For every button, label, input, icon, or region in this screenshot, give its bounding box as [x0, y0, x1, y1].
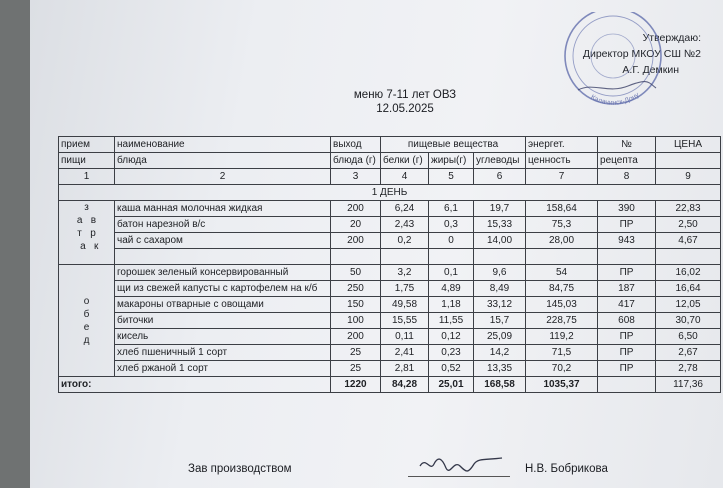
dish-energy: 54	[526, 265, 598, 281]
dish-name: чай с сахаром	[115, 233, 331, 249]
dish-uglevody: 15,7	[474, 313, 526, 329]
dish-name: хлеб пшеничный 1 сорт	[115, 345, 331, 361]
breakfast-letters-4	[61, 240, 112, 253]
dish-energy: 84,75	[526, 281, 598, 297]
dish-belki: 2,81	[381, 361, 429, 377]
dish-vykhod: 50	[331, 265, 381, 281]
menu-date: 12.05.2025	[376, 103, 434, 115]
dish-recipe: ПР	[598, 217, 656, 233]
total-zhiry: 25,01	[429, 377, 474, 393]
dish-vykhod: 250	[331, 281, 381, 297]
dish-energy: 71,5	[526, 345, 598, 361]
breakfast-letter: з	[84, 202, 89, 213]
lunch-letter: о	[83, 295, 90, 307]
breakfast-letter: к	[94, 241, 99, 252]
lunch-letter: е	[83, 321, 90, 333]
table-row	[59, 217, 721, 233]
table-row	[59, 265, 721, 281]
dish-zhiry: 0,12	[429, 329, 474, 345]
meal-label-breakfast	[59, 201, 115, 265]
table-row	[59, 345, 721, 361]
dish-belki: 15,55	[381, 313, 429, 329]
header-price-blank	[656, 153, 721, 169]
dish-name: каша манная молочная жидкая	[115, 201, 331, 217]
dish-price: 30,70	[656, 313, 721, 329]
header-zhiry: жиры(г)	[429, 153, 474, 169]
dish-recipe: 390	[598, 201, 656, 217]
dish-uglevody: 19,7	[474, 201, 526, 217]
total-belki: 84,28	[381, 377, 429, 393]
header-row-1	[59, 137, 721, 153]
dish-vykhod: 200	[331, 201, 381, 217]
header-nutrients: пищевые вещества	[381, 137, 526, 153]
dish-recipe: 187	[598, 281, 656, 297]
header-pishchi: пищи	[59, 153, 115, 169]
breakfast-letter: а	[76, 215, 83, 226]
dish-zhiry: 1,18	[429, 297, 474, 313]
table-row	[59, 201, 721, 217]
dish-vykhod: 200	[331, 329, 381, 345]
dish-name: хлеб ржаной 1 сорт	[115, 361, 331, 377]
menu-document	[30, 0, 723, 488]
dish-belki: 2,41	[381, 345, 429, 361]
col-num-5: 5	[429, 169, 474, 185]
header-name: наименование	[115, 137, 331, 153]
table-row	[59, 233, 721, 249]
dish-name: батон нарезной в/с	[115, 217, 331, 233]
dish-energy: 75,3	[526, 217, 598, 233]
dish-price: 4,67	[656, 233, 721, 249]
dish-energy: 70,2	[526, 361, 598, 377]
meal-label-lunch	[59, 265, 115, 377]
table-row	[59, 361, 721, 377]
dish-energy: 228,75	[526, 313, 598, 329]
approval-name: А.Г. Демкин	[622, 64, 679, 76]
lunch-letter: б	[83, 308, 90, 320]
table-row	[59, 297, 721, 313]
dish-recipe: ПР	[598, 345, 656, 361]
total-vykhod: 1220	[331, 377, 381, 393]
dish-uglevody: 25,09	[474, 329, 526, 345]
dish-uglevody: 14,2	[474, 345, 526, 361]
handwritten-signature	[416, 452, 506, 482]
approval-position: Директор МКОУ СШ №2	[582, 48, 701, 60]
lunch-letter: д	[83, 334, 90, 346]
dish-zhiry: 0,23	[429, 345, 474, 361]
dish-belki: 6,24	[381, 201, 429, 217]
dish-belki: 49,58	[381, 297, 429, 313]
dish-uglevody: 15,33	[474, 217, 526, 233]
header-vykhod-units: блюда (г)	[331, 153, 381, 169]
dish-energy: 119,2	[526, 329, 598, 345]
dish-name: горошек зеленый консервированный	[115, 265, 331, 281]
breakfast-letter: р	[90, 228, 96, 239]
dish-recipe: ПР	[598, 329, 656, 345]
total-row	[59, 377, 721, 393]
col-num-3: 3	[331, 169, 381, 185]
menu-title	[320, 88, 490, 116]
stamp-text: Калачинск-Дону	[589, 91, 641, 107]
dish-vykhod: 100	[331, 313, 381, 329]
dish-belki: 2,43	[381, 217, 429, 233]
dish-name: макароны отварные с овощами	[115, 297, 331, 313]
total-recipe-blank	[598, 377, 656, 393]
dish-price: 2,67	[656, 345, 721, 361]
header-priem: прием	[59, 137, 115, 153]
day-row	[59, 185, 721, 201]
col-num-7: 7	[526, 169, 598, 185]
dish-vykhod: 200	[331, 233, 381, 249]
total-label: итого:	[59, 377, 331, 393]
menu-table	[58, 136, 721, 393]
col-num-4: 4	[381, 169, 429, 185]
breakfast-letter: а	[80, 241, 86, 252]
dish-zhiry: 0,1	[429, 265, 474, 281]
table-row	[59, 329, 721, 345]
dish-price: 2,78	[656, 361, 721, 377]
total-uglevody: 168,58	[474, 377, 526, 393]
breakfast-letter: в	[90, 215, 97, 226]
dish-uglevody: 8,49	[474, 281, 526, 297]
header-recepta: рецепта	[598, 153, 656, 169]
svg-text:Калачинск-Дону	[589, 91, 641, 106]
header-num: №	[598, 137, 656, 153]
dish-zhiry: 0,3	[429, 217, 474, 233]
dish-belki: 1,75	[381, 281, 429, 297]
dish-price: 2,50	[656, 217, 721, 233]
breakfast-letter: т	[77, 228, 82, 239]
header-uglevody: углеводы	[474, 153, 526, 169]
col-num-1: 1	[59, 169, 115, 185]
dish-price: 16,64	[656, 281, 721, 297]
dish-zhiry: 0	[429, 233, 474, 249]
dish-zhiry: 0,52	[429, 361, 474, 377]
dish-recipe: ПР	[598, 265, 656, 281]
table-row	[59, 281, 721, 297]
dish-uglevody: 13,35	[474, 361, 526, 377]
header-price: ЦЕНА	[656, 137, 721, 153]
dish-price: 16,02	[656, 265, 721, 281]
table-row	[59, 313, 721, 329]
menu-title-text: меню 7-11 лет ОВЗ	[353, 89, 457, 101]
col-num-6: 6	[474, 169, 526, 185]
dish-uglevody: 14,00	[474, 233, 526, 249]
header-cennost: ценность	[526, 153, 598, 169]
dish-price: 12,05	[656, 297, 721, 313]
footer-name: Н.В. Бобрикова	[525, 463, 608, 475]
dish-vykhod: 25	[331, 345, 381, 361]
approval-title: Утверждаю:	[642, 32, 701, 44]
table-row-empty	[59, 249, 721, 265]
dish-belki: 0,2	[381, 233, 429, 249]
breakfast-letters-2	[61, 214, 112, 227]
col-num-2: 2	[115, 169, 331, 185]
dish-name: щи из свежей капусты с картофелем на к/б	[115, 281, 331, 297]
dish-recipe: 943	[598, 233, 656, 249]
dish-vykhod: 20	[331, 217, 381, 233]
dish-recipe: 417	[598, 297, 656, 313]
dish-recipe: 608	[598, 313, 656, 329]
dish-price: 6,50	[656, 329, 721, 345]
dish-zhiry: 6,1	[429, 201, 474, 217]
dish-energy: 158,64	[526, 201, 598, 217]
round-stamp	[548, 12, 678, 112]
dish-recipe: ПР	[598, 361, 656, 377]
dish-name: кисель	[115, 329, 331, 345]
total-price: 117,36	[656, 377, 721, 393]
footer-role: Зав производством	[188, 463, 292, 475]
dish-price: 22,83	[656, 201, 721, 217]
column-number-row	[59, 169, 721, 185]
dish-vykhod: 150	[331, 297, 381, 313]
dish-energy: 145,03	[526, 297, 598, 313]
dish-uglevody: 33,12	[474, 297, 526, 313]
dish-name: биточки	[115, 313, 331, 329]
breakfast-letters-3	[61, 227, 112, 240]
dish-energy: 28,00	[526, 233, 598, 249]
col-num-9: 9	[656, 169, 721, 185]
header-belki: белки (г)	[381, 153, 429, 169]
dish-belki: 3,2	[381, 265, 429, 281]
header-bliuda: блюда	[115, 153, 331, 169]
col-num-8: 8	[598, 169, 656, 185]
dish-vykhod: 25	[331, 361, 381, 377]
dish-zhiry: 4,89	[429, 281, 474, 297]
header-vykhod: выход	[331, 137, 381, 153]
breakfast-letters-1	[61, 201, 112, 214]
total-energy: 1035,37	[526, 377, 598, 393]
header-energy: энергет.	[526, 137, 598, 153]
dish-zhiry: 11,55	[429, 313, 474, 329]
day-label: 1 ДЕНЬ	[59, 185, 721, 201]
header-row-2	[59, 153, 721, 169]
dish-belki: 0,11	[381, 329, 429, 345]
dish-uglevody: 9,6	[474, 265, 526, 281]
